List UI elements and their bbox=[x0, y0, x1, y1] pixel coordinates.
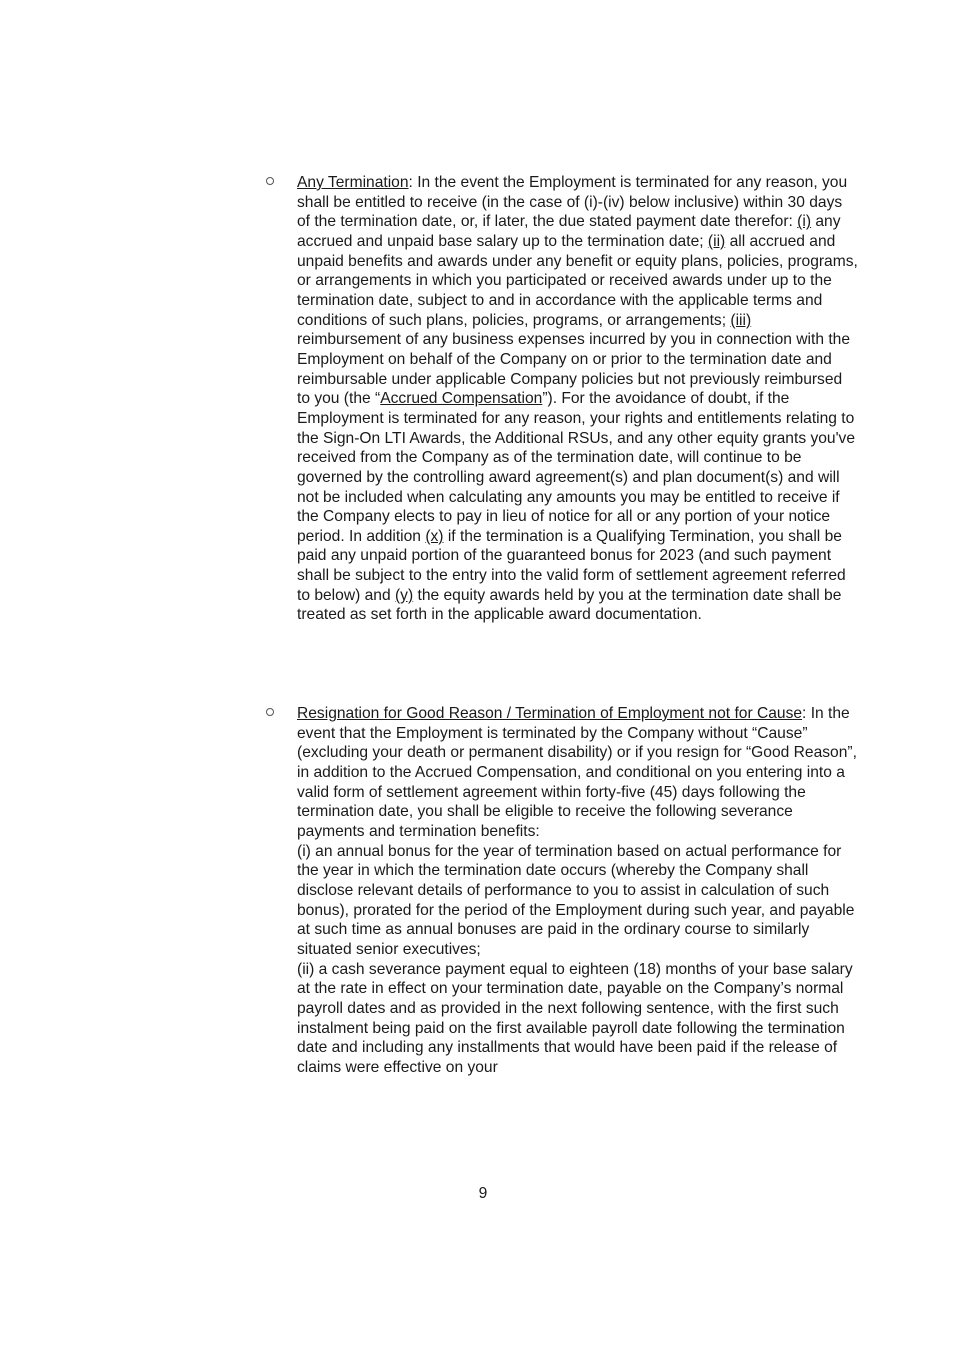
section-heading: Any Termination bbox=[297, 174, 409, 191]
section-heading: Resignation for Good Reason / Termination of Employment not for Cause bbox=[297, 705, 803, 722]
clause-marker: (i) bbox=[797, 213, 812, 231]
text-run: reimbursement of any business expenses incurred by you in connection with the Employment on behalf of the Company on or prior to the termination date and reimbursable under applicable Company policies but not previously reimbursed to you (the “ bbox=[297, 331, 851, 408]
text-run: any accrued and unpaid base salary up to the termination date; bbox=[297, 213, 841, 250]
list-item-any-termination bbox=[266, 173, 866, 625]
clause-marker: (iii) bbox=[730, 311, 752, 329]
text-run: : In the event the Employment is terminated for any reason, you shall be entitled to receive (in the case of (i)-(iv) below inclusive) within 30 days of the termination date, or, if later, the due stated payment date therefor: bbox=[297, 174, 848, 231]
clause-marker: (y) bbox=[394, 586, 414, 604]
text-run: if the termination is a Qualifying Termination, you shall be paid any unpaid portion of the guaranteed bonus for 2023 (and such payment shall be subject to the entry into the valid form of settlement agreement referred to below) and bbox=[297, 527, 846, 604]
sub-clause-i: (i) an annual bonus for the year of termination based on actual performance for the year in which the termination date occurs (whereby the Company shall disclose relevant details of performance to you to assist in calculation of such bonus), prorated for the period of the Employment during such year, and payable at such time as annual bonuses are paid in the ordinary course to similarly situated senior executives; bbox=[297, 842, 855, 958]
paragraph-good-reason bbox=[297, 704, 859, 1077]
hollow-bullet-icon bbox=[266, 708, 274, 716]
paragraph-any-termination bbox=[297, 173, 859, 625]
text-run: ”). For the avoidance of doubt, if the Employment is terminated for any reason, your rights and entitlements relating to the Sign-On LTI Awards, the Additional RSUs, and any other equity grants you've received from the Company as of the termination date, will continue to be governed by the controlling award agreement(s) and plan document(s) and will not be included when calculating any amounts you may be entitled to receive if the Company elects to pay in lieu of notice for all or any portion of your notice period. In addition bbox=[297, 390, 856, 545]
text-run: : In the event that the Employment is terminated by the Company without “Cause” (excluding your death or permanent disability) or if you resign for “Good Reason”, in addition to the Accrued Compensation, and conditional on you entering into a valid form of settlement agreement within forty-five (45) days following the termination date, you shall be eligible to receive the following severance payments and termination benefits: bbox=[297, 705, 857, 840]
hollow-bullet-icon bbox=[266, 177, 274, 185]
text-run: all accrued and unpaid benefits and awards under any benefit or equity plans, policies, programs, or arrangements in which you participated or received awards under up to the termination date, subject to and in accordance with the applicable terms and conditions of such plans, policies, programs, or arrangements; bbox=[297, 232, 858, 329]
list-item-good-reason bbox=[266, 704, 866, 1077]
text-run: the equity awards held by you at the termination date shall be treated as set forth in the applicable award documentation. bbox=[297, 586, 842, 624]
sub-clause-ii: (ii) a cash severance payment equal to eighteen (18) months of your base salary at the rate in effect on your termination date, payable on the Company’s normal payroll dates and as provided in the next following sentence, with the first such instalment being paid on the first available payroll date following the termination date and including any installments that would have been paid if the release of claims were effective on your bbox=[297, 960, 853, 1076]
paragraph-text bbox=[297, 173, 859, 625]
clause-marker: (ii) bbox=[707, 232, 726, 250]
clause-marker: (x) bbox=[425, 527, 444, 545]
page-number: 9 bbox=[478, 1185, 488, 1202]
paragraph-text bbox=[297, 704, 859, 842]
defined-term: Accrued Compensation bbox=[380, 390, 543, 408]
